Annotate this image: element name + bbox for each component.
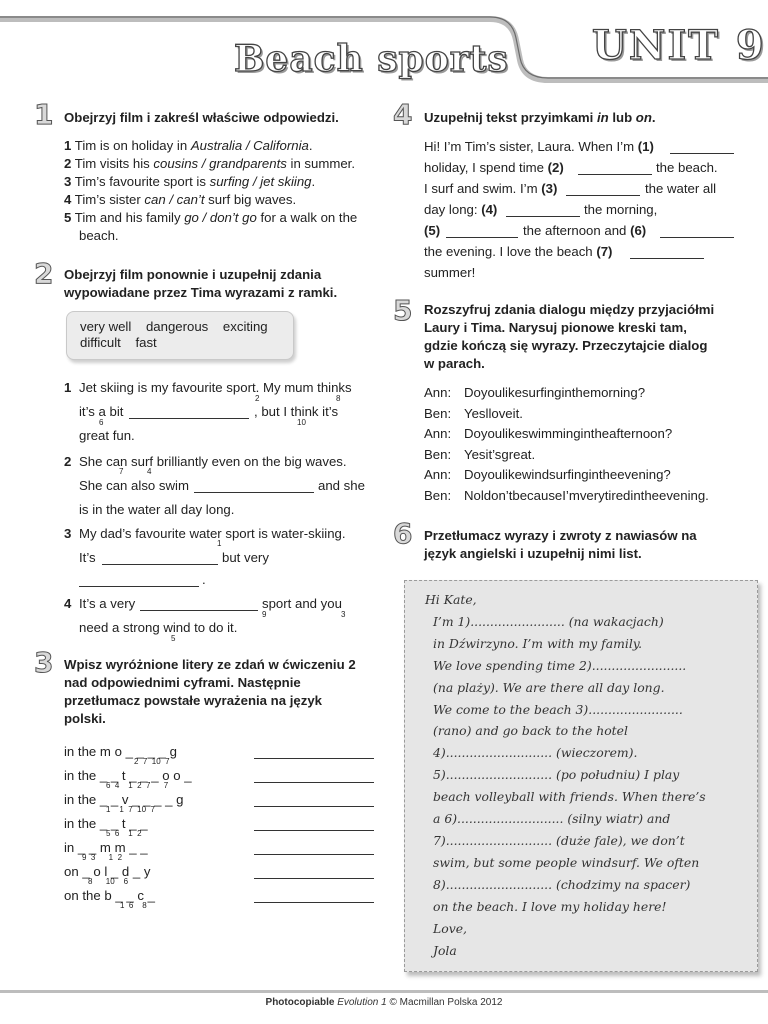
ex2-line: it’s a bit (79, 404, 124, 419)
dialog-line: Ben: Noldon’tbecauseI’mverytiredintheevening. (424, 487, 709, 503)
exercise-1-items (64, 137, 357, 245)
word-box-line-1: very well dangerous exciting (80, 319, 268, 334)
ex2-line: sport and you (262, 596, 342, 611)
ex2-line: Jet skiing is my favourite sport. My mum thinks (79, 380, 352, 395)
letter-index: 8 (336, 394, 341, 403)
letter-index: 9 (262, 610, 267, 619)
exercise-1-instruction: Obejrzyj film i zakreśl właściwe odpowiedzi. (64, 110, 339, 125)
ex3-indices: 1 1 7 10 7 (106, 805, 155, 814)
answer-blank[interactable] (578, 174, 652, 175)
exercise-5-number: 5 (393, 294, 413, 327)
answer-blank[interactable] (254, 854, 374, 855)
ex2-line: She can also swim (79, 478, 189, 493)
letter-index: 10 (297, 418, 306, 427)
ex2-line: It’s (79, 550, 96, 565)
ex3-pattern: in the m o _ _ _ _ g (64, 744, 177, 759)
exercise-6-instruction: Przetłumacz wyrazy i zwroty z nawiasów na język angielski i uzupełnij nimi list. (424, 528, 697, 561)
answer-blank[interactable] (254, 758, 374, 759)
ex1-item: 5 Tim and his family go / don’t go for a walk on the (64, 210, 358, 225)
exercise-3-rows (64, 744, 384, 914)
ex2-item-number: 1 (64, 380, 72, 395)
ex1-item: 2 Tim visits his cousins / grandparents in summer. (64, 156, 355, 171)
answer-blank[interactable] (254, 902, 374, 903)
letter-index: 4 (147, 467, 152, 476)
ex2-line: but very (222, 550, 269, 565)
exercise-4-instruction: Uzupełnij tekst przyimkami in lub on. (424, 110, 656, 125)
dialog-line: Ann: Doyoulikeswimmingintheafternoon? (424, 426, 673, 441)
ex2-item-number: 4 (64, 596, 72, 611)
letter-index: 2 (255, 394, 260, 403)
ex3-indices: 6 4 1 2 7 7 (106, 781, 169, 790)
word-box (66, 311, 294, 360)
answer-blank[interactable] (254, 782, 374, 783)
ex3-pattern: in _ _ m m _ _ (64, 840, 148, 855)
ex2-line: need a strong wind to do it. (79, 620, 238, 635)
ex3-pattern: in the _ _ v _ _ _ _ g (64, 792, 184, 807)
answer-blank[interactable] (140, 610, 258, 611)
ex3-indices: 9 3 1 2 (82, 853, 123, 862)
ex3-indices: 8 10 6 (88, 877, 129, 886)
ex2-line: , but I think it’s (254, 404, 339, 419)
letter-index: 5 (171, 634, 176, 643)
letter-index: 7 (119, 467, 124, 476)
letter-index: 6 (99, 418, 104, 427)
exercise-2-sentences (64, 380, 384, 650)
ex2-line: . (202, 572, 206, 587)
ex1-choice[interactable]: go / don’t go (184, 210, 257, 225)
letter-card (404, 580, 758, 972)
answer-blank[interactable] (506, 216, 580, 217)
answer-blank[interactable] (129, 418, 249, 419)
ex3-pattern: on the b _ _ c _ (64, 888, 155, 903)
ex1-item: 1 Tim is on holiday in Australia / California. (64, 138, 313, 153)
answer-blank[interactable] (566, 195, 640, 196)
footer: Photocopiable Evolution 1 © Macmillan Polska 2012 (265, 997, 503, 1008)
dialog-line: Ann: Doyoulikesurfinginthemorning? (424, 385, 646, 400)
answer-blank[interactable] (79, 586, 199, 587)
answer-blank[interactable] (446, 237, 518, 238)
ex1-choice[interactable]: cousins / grandparents (153, 156, 287, 171)
ex1-choice[interactable]: Australia / California (190, 138, 309, 153)
answer-blank[interactable] (630, 258, 704, 259)
ex1-item: 3 Tim’s favourite sport is surfing / jet skiing. (64, 174, 316, 189)
ex2-line: great fun. (79, 428, 135, 443)
dialog (424, 385, 754, 508)
exercise-5-instruction: Rozszyfruj zdania dialogu między przyjaciółmi Laury i Tima. Narysuj pionowe kreski tam, gdzie kończą się wyrazy. Przeczytajcie dialog w parach. (424, 302, 715, 371)
ex2-item-number: 3 (64, 526, 72, 541)
ex3-pattern: in the _ _ t _ _ (64, 816, 148, 831)
ex2-line: She can surf brilliantly even on the big waves. (79, 454, 347, 469)
word-box-line-2: difficult fast (80, 335, 157, 350)
exercise-3-number: 3 (34, 646, 54, 679)
dialog-line: Ann: Doyoulikewindsurfingintheevening? (424, 467, 671, 482)
exercise-4-text: Hi! I’m Tim’s sister, Laura. When I’m (1) holiday, I spend time (2) the beach. I surf and swim. I’m (3) the water all day long: (4) the morning, (5) the afternoon and (6) the evening. I love the beach (7) summer! (424, 139, 754, 289)
answer-blank[interactable] (254, 806, 374, 807)
page-title: Beach sports (234, 38, 509, 80)
dialog-line: Ben: Yesit’sgreat. (424, 446, 536, 462)
exercise-4-number: 4 (393, 98, 413, 131)
exercise-6-number: 6 (393, 517, 413, 550)
dialog-line: Ben: Yeslloveit. (424, 405, 523, 421)
footer-rule (0, 990, 768, 993)
answer-blank[interactable] (660, 237, 734, 238)
exercise-2-number: 2 (34, 257, 54, 290)
ex2-item-number: 2 (64, 454, 72, 469)
exercise-2-instruction: Obejrzyj film ponownie i uzupełnij zdania wypowiadane przez Tima wyrazami z ramki. (64, 267, 338, 300)
answer-blank[interactable] (254, 830, 374, 831)
letter-text: Hi Kate, I’m 1)........................ (na wakacjach) in Dźwirzyno. I’m with my family. We love spending time 2)........................ (na plaży). We are there all day long. We come to the beach 3)........................ (rano) and go back to the hotel 4)........................... (wieczorem). 5)........................... (po południu) I play beach volleyball with friends. When there’s a 6)........................... (silny wiatr) and 7)........................... (duże fale), we don’t swim, but some people windsurf. We often 8)........................... (chodzimy na spacer) on the beach. I love my holiday here! Love, Jola (425, 592, 706, 958)
ex3-indices: 2 7 10 7 (134, 757, 170, 766)
ex2-line: It’s a very (79, 596, 136, 611)
ex3-pattern: in the _ _ t _ _ _ o o _ (64, 768, 192, 783)
answer-blank[interactable] (194, 492, 314, 493)
exercise-1-number: 1 (34, 98, 54, 131)
ex1-choice[interactable]: can / can’t (144, 192, 205, 207)
answer-blank[interactable] (670, 153, 734, 154)
ex3-indices: 1 6 8 (120, 901, 147, 910)
letter-index: 3 (341, 610, 346, 619)
answer-blank[interactable] (254, 878, 374, 879)
ex3-pattern: on _ o l _ d _ y (64, 864, 151, 879)
answer-blank[interactable] (102, 564, 218, 565)
ex2-line: is in the water all day long. (79, 502, 235, 517)
unit-label: UNIT 9 (592, 22, 766, 69)
ex3-indices: 5 6 1 2 (106, 829, 142, 838)
ex1-item: 4 Tim’s sister can / can’t surf big waves. (64, 192, 297, 207)
exercise-3-instruction: Wpisz wyróżnione litery ze zdań w ćwiczeniu 2 nad odpowiednimi cyframi. Następnie przetłumacz powstałe wyrażenia na język polski. (64, 657, 356, 726)
ex1-item-continuation: beach. (79, 228, 119, 243)
ex2-line: and she (318, 478, 365, 493)
ex1-choice[interactable]: surfing / jet skiing (209, 174, 312, 189)
ex2-line: My dad’s favourite water sport is water-skiing. (79, 526, 346, 541)
letter-index: 1 (217, 539, 222, 548)
